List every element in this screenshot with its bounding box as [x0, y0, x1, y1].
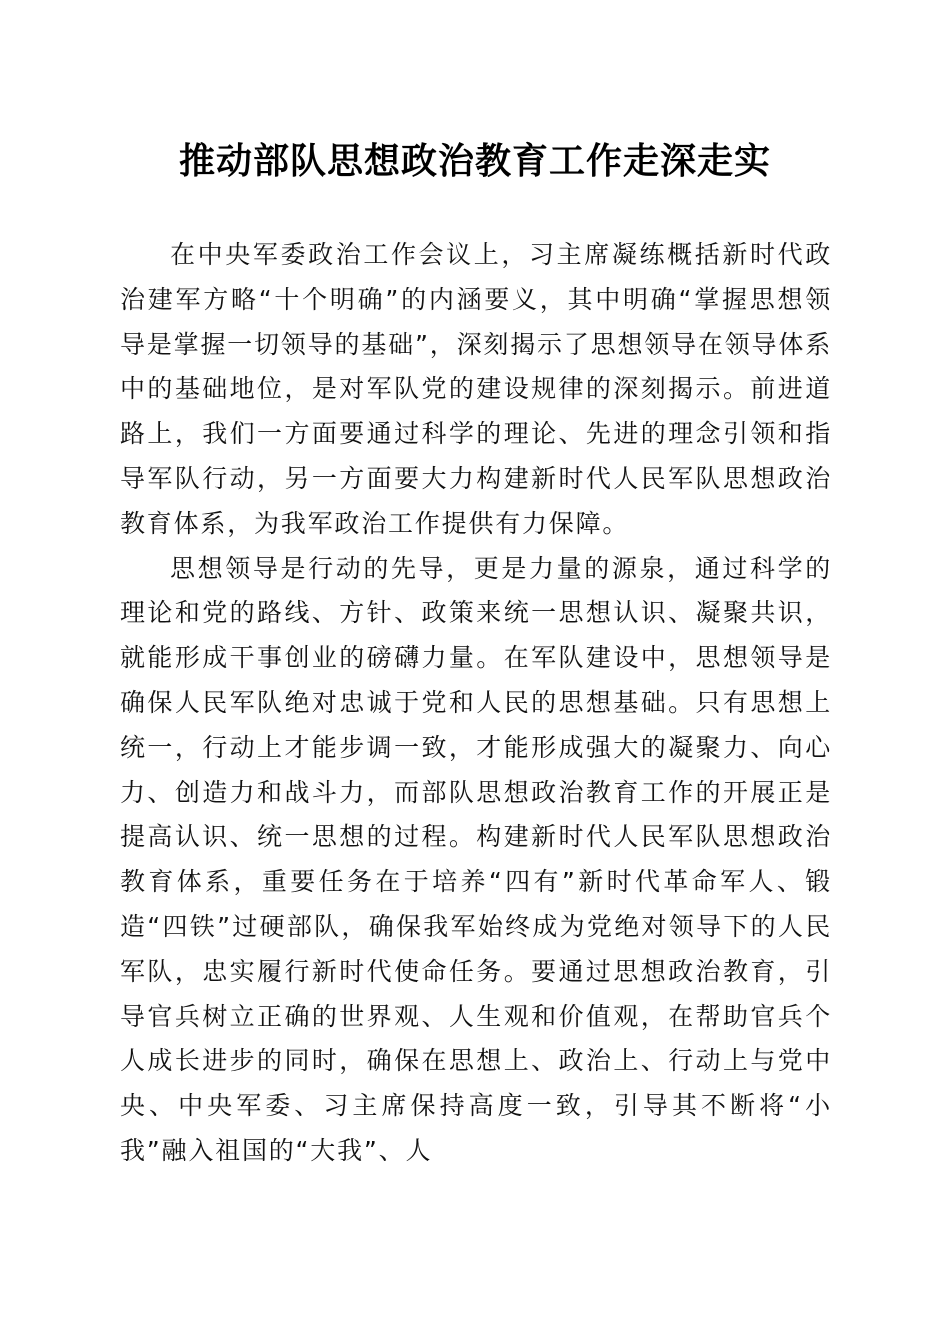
paragraph-1: 在中央军委政治工作会议上，习主席凝练概括新时代政治建军方略“十个明确”的内涵要义，其中明确“掌握思想领导是掌握一切领导的基础”，深刻揭示了思想领导在领导体系中的基础地位，是对军队党的建设规律的深刻揭示。前进道路上，我们一方面要通过科学的理论、先进的理念引领和指导军队行动，另一方面要大力构建新时代人民军队思想政治教育体系，为我军政治工作提供有力保障。 [120, 240, 832, 538]
document-body [120, 233, 832, 1174]
document-title: 推动部队思想政治教育工作走深走实 [178, 140, 771, 182]
paragraph-2: 思想领导是行动的先导，更是力量的源泉，通过科学的理论和党的路线、方针、政策来统一思想认识、凝聚共识，就能形成干事创业的磅礴力量。在军队建设中，思想领导是确保人民军队绝对忠诚于党和人民的思想基础。只有思想上统一，行动上才能步调一致，才能形成强大的凝聚力、向心力、创造力和战斗力，而部队思想政治教育工作的开展正是提高认识、统一思想的过程。构建新时代人民军队思想政治教育体系，重要任务在于培养“四有”新时代革命军人、锻造“四铁”过硬部队，确保我军始终成为党绝对领导下的人民军队，忠实履行新时代使命任务。要通过思想政治教育，引导官兵树立正确的世界观、人生观和价值观，在帮助官兵个人成长进步的同时，确保在思想上、政治上、行动上与党中央、中央军委、习主席保持高度一致，引导其不断将“小我”融入祖国的“大我”、人 [120, 553, 832, 1165]
